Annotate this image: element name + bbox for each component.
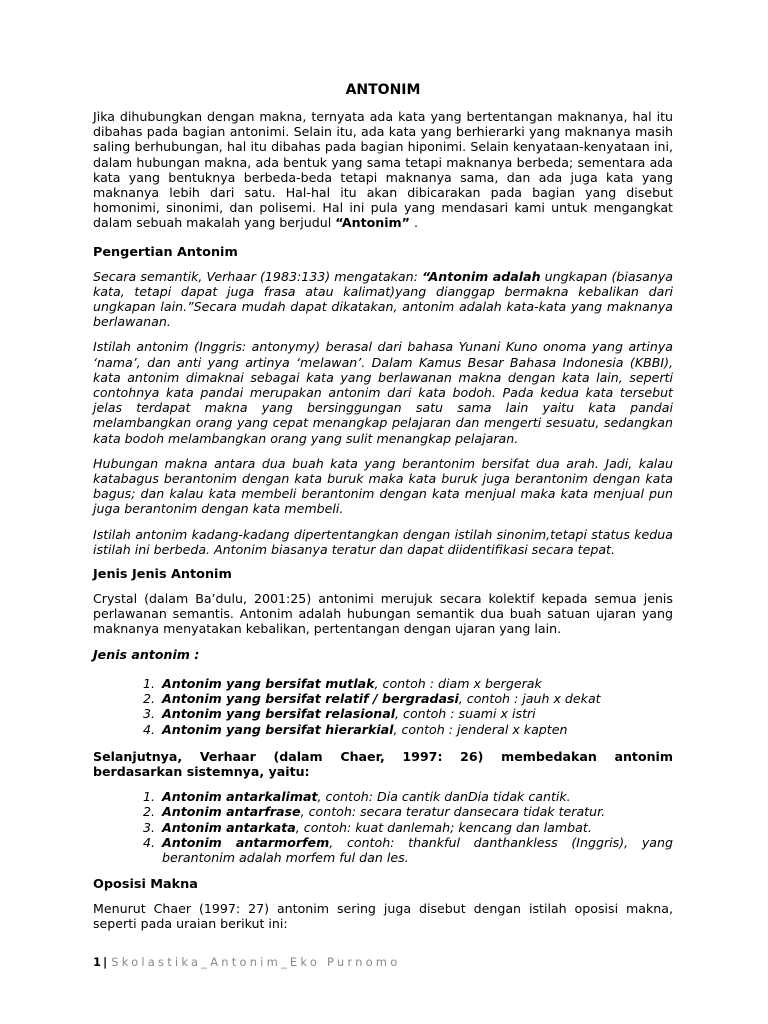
page-number: 1 xyxy=(93,955,102,969)
list-item-example: , contoh: Dia cantik danDia tidak cantik. xyxy=(317,789,571,805)
footer-separator: | xyxy=(103,955,108,969)
list-item-term: Antonim antarkata xyxy=(162,819,296,835)
section-heading-pengertian: Pengertian Antonim xyxy=(93,244,238,260)
oposisi-paragraph-1: Menurut Chaer (1997: 27) antonim sering juga disebut dengan istilah oposisi makna, seperti pada uraian berikut ini: xyxy=(93,901,673,932)
list-item-example: , contoh : jenderal x kapten xyxy=(393,721,568,737)
list-item xyxy=(159,676,673,691)
pengertian-paragraph-4: Istilah antonim kadang-kadang dipertentangkan dengan istilah sinonim,tetapi status kedua istilah ini berbeda. Antonim biasanya teratur dan dapat diidentifikasi secara tepat. xyxy=(93,526,673,557)
list-item xyxy=(159,804,673,819)
pengertian-paragraph-2: Istilah antonim (Inggris: antonymy) berasal dari bahasa Yunani Kuno onoma yang artinya ‘nama’, dan anti yang artinya ‘melawan’. Dalam Kamus Besar Bahasa Indonesia (KBBI), kata antonim dimaknai sebagai kata yang berlawanan makna dengan kata lain, seperti contohnya kata pandai merupakan antonim dari kata bodoh. Pada kedua kata tersebut jelas terdapat makna yang bersinggungan satu sama lain yaitu kata pandai melambangkan orang yang cepat menangkap pelajaran dan mengerti sesuatu, sedangkan kata bodoh melambangkan orang yang sulit menangkap pelajaran. xyxy=(93,339,673,446)
document-body xyxy=(93,82,673,942)
list-item xyxy=(159,706,673,721)
intro-title-ref: “Antonim” xyxy=(335,215,410,231)
list-item xyxy=(159,722,673,737)
jenis-list xyxy=(93,676,673,737)
section-heading-jenis: Jenis Jenis Antonim xyxy=(93,567,232,583)
jenis-subheading: Jenis antonim : xyxy=(93,646,200,662)
list-item xyxy=(159,691,673,706)
intro-end: . xyxy=(409,215,418,231)
list-item-term: Antonim yang bersifat relasional xyxy=(162,706,396,722)
p1-bold: “Antonim adalah xyxy=(422,268,541,284)
list-item-example: , contoh : jauh x dekat xyxy=(458,691,601,707)
page-title: ANTONIM xyxy=(345,82,421,98)
verhaar-paragraph: Selanjutnya, Verhaar (dalam Chaer, 1997: 26) membedakan antonim berdasarkan sistemnya, yaitu: xyxy=(93,748,673,779)
intro-paragraph xyxy=(93,109,673,231)
section-heading-oposisi: Oposisi Makna xyxy=(93,877,198,893)
list-item xyxy=(159,835,673,865)
list-item-example: , contoh: kuat danlemah; kencang dan lambat. xyxy=(295,819,592,835)
page-footer xyxy=(93,955,400,969)
list-item-example: , contoh: secara teratur dansecara tidak teratur. xyxy=(300,804,606,820)
pengertian-paragraph-1 xyxy=(93,269,673,330)
list-item-term: Antonim yang bersifat relatif / bergradasi xyxy=(162,691,459,707)
list-item-term: Antonim yang bersifat hierarkial xyxy=(162,721,394,737)
list-item-example: , contoh : diam x bergerak xyxy=(374,675,542,691)
list-item-term: Antonim antarkalimat xyxy=(162,789,318,805)
list-item-example: , contoh: thankful danthankless (Inggris), yang berantonim adalah morfem ful dan les. xyxy=(162,834,673,865)
footer-text: Skolastika_Antonim_Eko Purnomo xyxy=(111,955,401,969)
p1-post: ungkapan (biasanya kata, tetapi dapat juga frasa atau kalimat)yang dianggap bermakna kebalikan dari ungkapan lain.”Secara mudah dapat dikatakan, antonim adalah kata-kata yang maknanya berlawanan. xyxy=(93,268,673,330)
list-item xyxy=(159,789,673,804)
pengertian-paragraph-3: Hubungan makna antara dua buah kata yang berantonim bersifat dua arah. Jadi, kalau katabagus berantonim dengan kata buruk maka kata buruk juga berantonim dengan kata bagus; dan kalau kata membeli berantonim dengan kata menjual maka kata menjual pun juga berantonim dengan kata membeli. xyxy=(93,455,673,517)
sistem-list xyxy=(93,789,673,865)
jenis-paragraph-1: Crystal (dalam Ba’dulu, 2001:25) antonimi merujuk secara kolektif kepada semua jenis perlawanan semantis. Antonim adalah hubungan semantik dua buah satuan ujaran yang maknanya menyatakan kebalikan, pertentangan dengan ujaran yang lain. xyxy=(93,591,673,637)
intro-text: Jika dihubungkan dengan makna, ternyata ada kata yang bertentangan maknanya, hal itu dibahas pada bagian antonimi. Selain itu, ada kata yang berhierarki yang maknanya masih saling berhubungan, hal itu dibahas pada bagian hiponimi. Selain kenyataan-kenyataan ini, dalam hubungan makna, ada bentuk yang sama tetapi maknanya berbeda; sementara ada kata yang bentuknya berbeda-beda tetapi maknanya sama, dan ada juga kata yang maknanya lebih dari satu. Hal-hal itu akan dibicarakan pada bagian yang disebut homonimi, sinonimi, dan polisemi. Hal ini pula yang mendasari kami untuk mengangkat dalam sebuah makalah yang berjudul xyxy=(93,109,673,231)
p1-pre: Secara semantik, Verhaar (1983:133) mengatakan: xyxy=(93,268,422,284)
list-item-term: Antonim antarmorfem xyxy=(162,834,330,850)
list-item-example: , contoh : suami x istri xyxy=(395,706,536,722)
list-item-term: Antonim yang bersifat mutlak xyxy=(162,675,375,691)
list-item xyxy=(159,820,673,835)
list-item-term: Antonim antarfrase xyxy=(162,804,301,820)
